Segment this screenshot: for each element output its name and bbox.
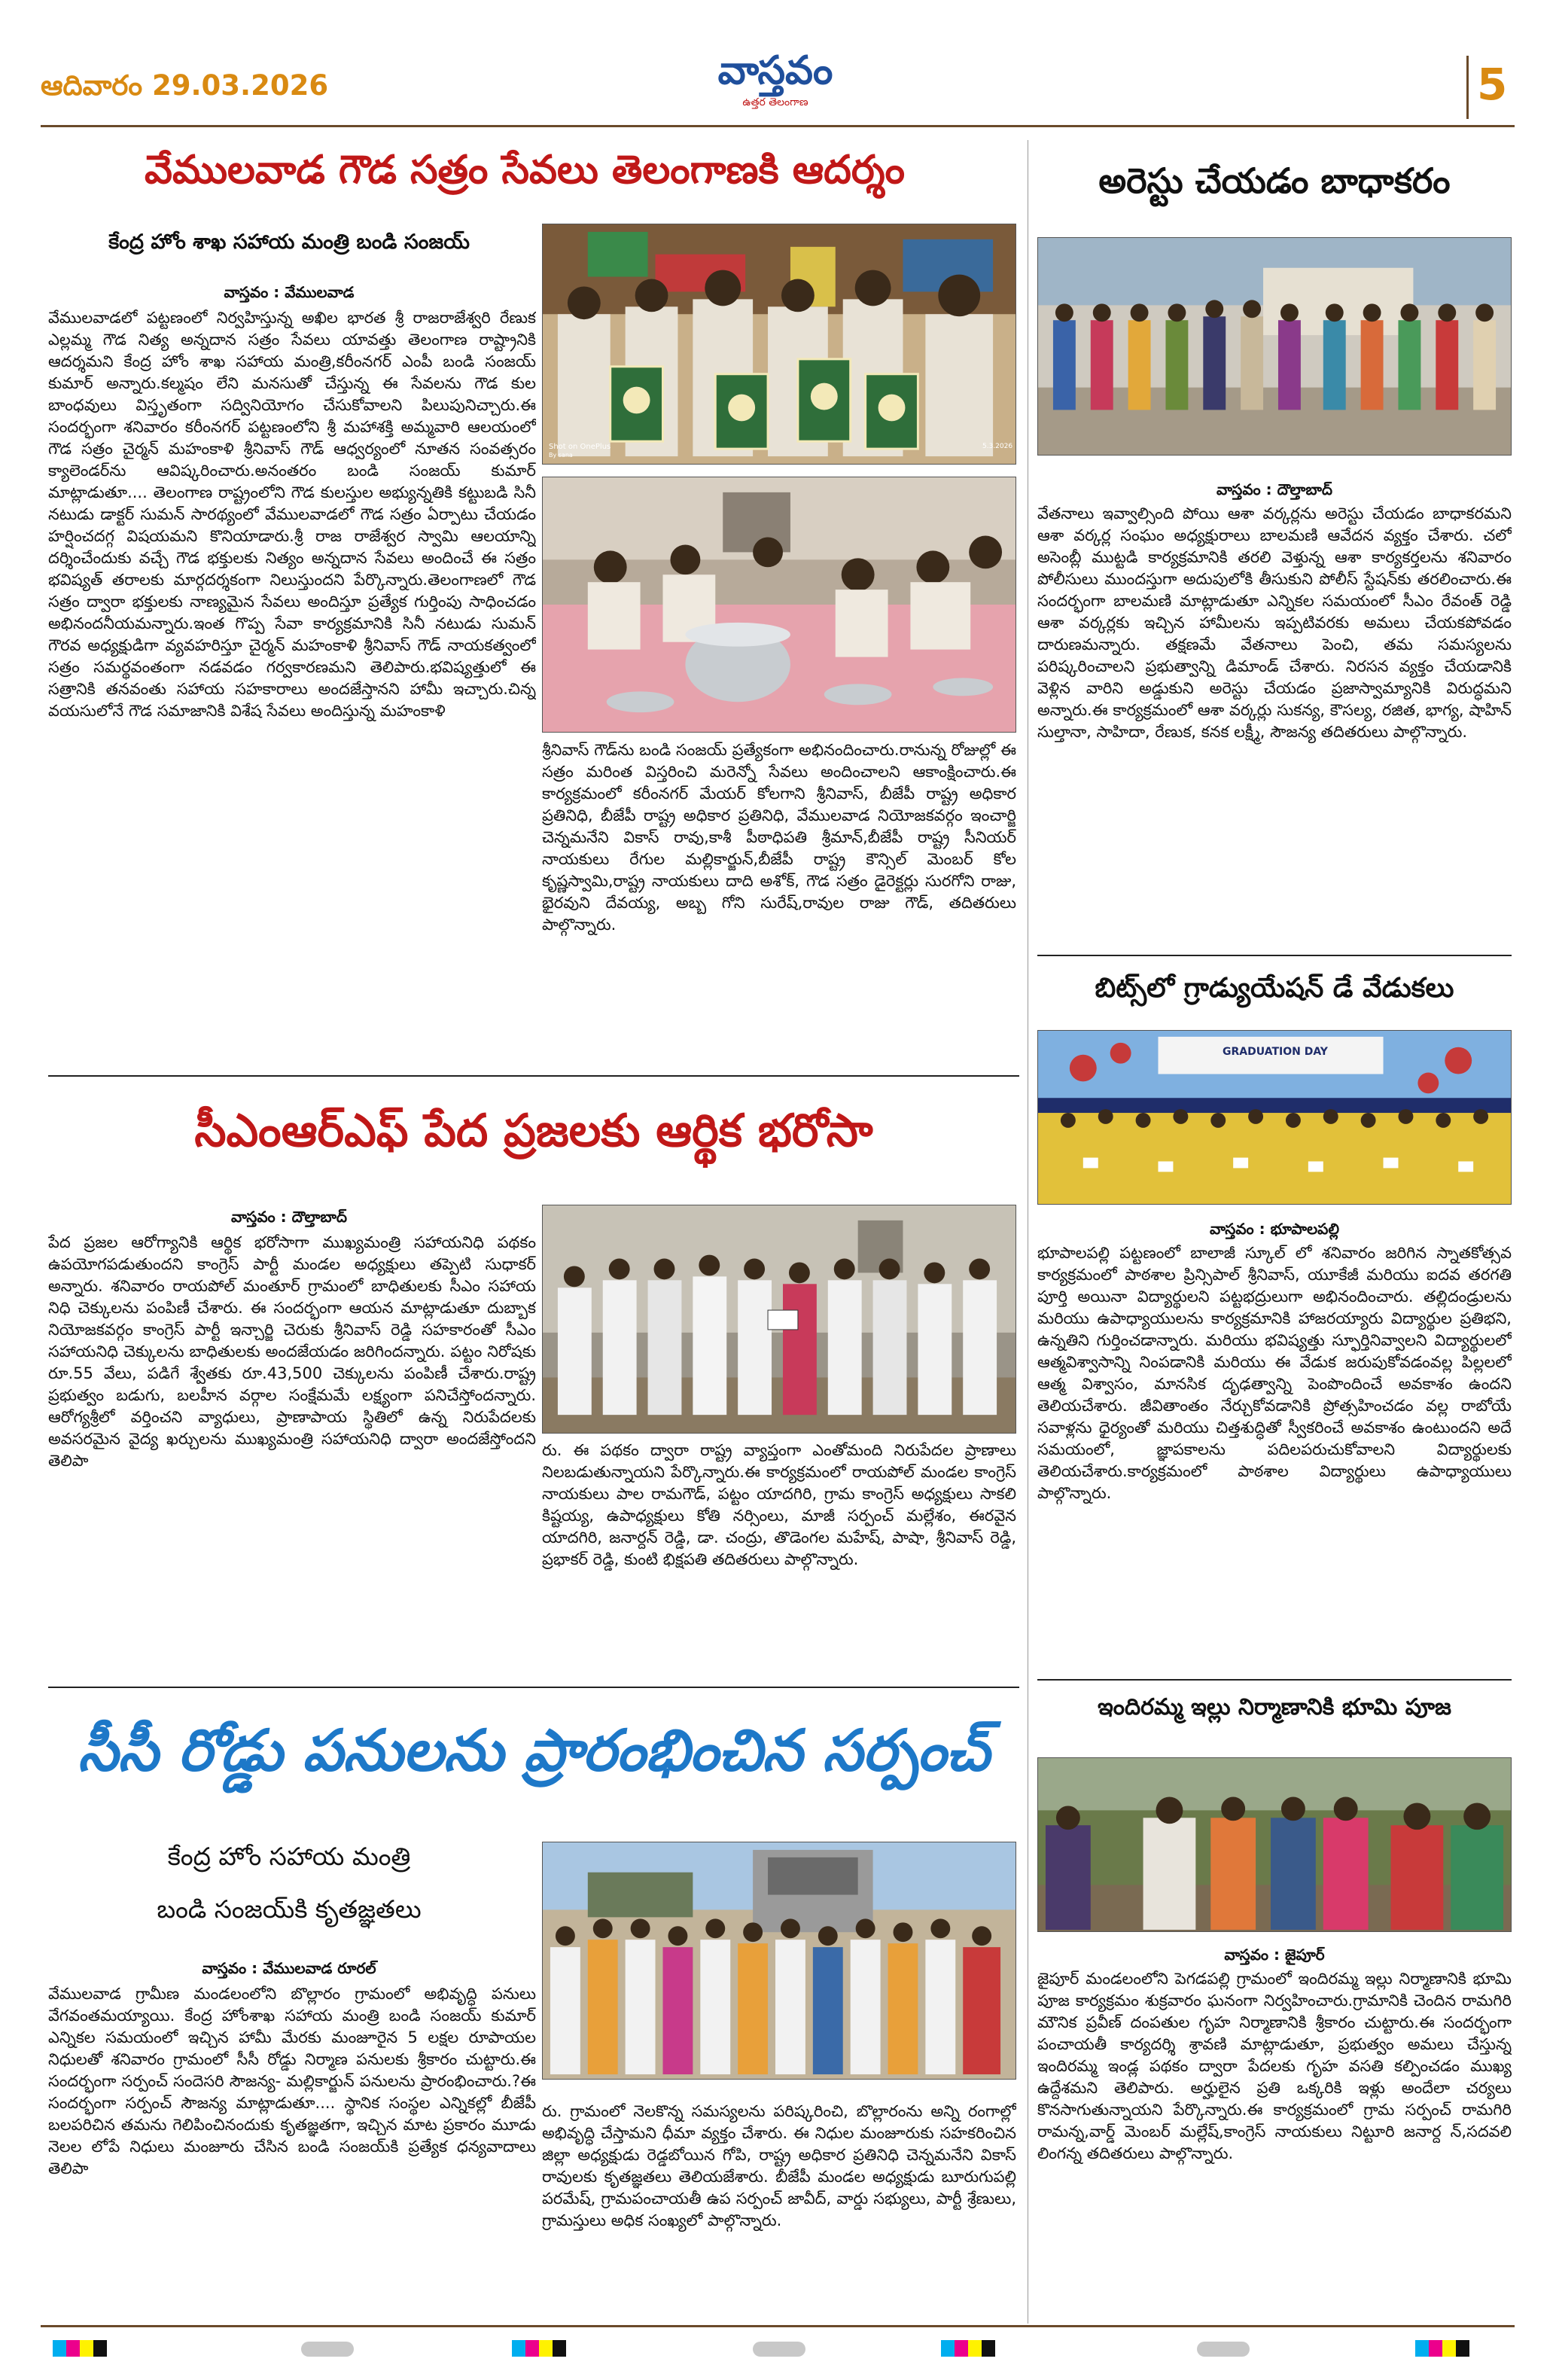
gouda-subheadline: కేంద్ర హోం శాఖ సహాయ మంత్రి బండి సంజయ్ <box>108 230 470 254</box>
arrest-headline: అరెస్టు చేయడం బాధాకరం <box>1098 160 1451 201</box>
bits-byline: వాస్తవం : భూపాలపల్లి <box>1209 1220 1340 1238</box>
registration-mark-2 <box>512 2340 566 2357</box>
masthead-logo <box>681 47 869 119</box>
arrest-photo-asha-workers <box>1037 237 1512 456</box>
cmrf-bottom-rule <box>48 1687 1019 1688</box>
bits-photo-graduation <box>1037 1030 1512 1205</box>
cmrf-body-col2: రు. ఈ పథకం ద్వారా రాష్ట్ర వ్యాప్తంగా ఎంతోమంది నిరుపేదల ప్రాణాలు నిలబడుతున్నాయని పేర్కొన్నారు.ఈ కార్యక్రమంలో రాయపోల్ మండల కాంగ్రెస్ నాయకులు పాల రామగౌడ్, పట్టం యాదగిరి, గ్రామ కాంగ్రెస్ అధ్యక్షులు సాకలి కిష్టయ్య, ఉపాధ్యక్షులు కోతి నర్సింలు, మాజీ సర్పంచ్ మల్లేశం, ఈరవైన యాదగిరి, జనార్దన్ రెడ్డి, డా. చంద్రు, తొడెంగల మహేష్, పాషా, శ్రీనివాస్ రెడ్డి, ప్రభాకర్ రెడ్డి, కుంటి భిక్షపతి తదితరులు పాల్గొన్నారు. <box>542 1441 1016 1568</box>
gouda-byline: వాస్తవం : వేములవాడ <box>224 283 355 301</box>
photo-watermark: Shot on OnePlus <box>549 443 611 451</box>
registration-pill-1 <box>301 2342 354 2357</box>
gouda-photo-annadanam <box>542 477 1016 733</box>
ccroad-photo-inauguration <box>542 1842 1016 2080</box>
ccroad-body-col1: వేములవాడ గ్రామీణ మండలంలోని బొల్లారం గ్రామంలో అభివృద్ధి పనులు వేగవంతమయ్యాయి. కేంద్ర హోంశాఖ సహాయ మంత్రి బండి సంజయ్ కుమార్ ఎన్నికల సమయంలో ఇచ్చిన హామీ మేరకు మంజూరైన 5 లక్షల రూపాయల నిధులతో శనివారం గ్రామంలో సీసీ రోడ్డు నిర్మాణ పనులకు శ్రీకారం చుట్టారు.ఈ సందర్భంగా సర్పంచ్ సందెసరి సౌజన్య- మల్లికార్జున్ పనులను ప్రారంభించారు.?ఈ సందర్భంగా సర్పంచ్ సౌజన్య మాట్లాడుతూ.... స్థానిక సంస్థల ఎన్నికల్లో బీజేపీ బలపరిచిన తమను గెలిపించినందుకు కృతజ్ఞతగా, ఇచ్చిన మాట ప్రకారం మూడు నెలల లోపే నిధులు మంజూరు చేసిన బండి సంజయ్‌కి ప్రత్యేక ధన్యవాదాలు తెలిపా <box>48 1985 536 2177</box>
page-number: 5 <box>1477 59 1508 110</box>
page-number-divider <box>1466 56 1469 119</box>
registration-mark-3 <box>941 2340 995 2357</box>
cmrf-body-col1: పేద ప్రజల ఆరోగ్యానికి ఆర్థిక భరోసాగా ముఖ్యమంత్రి సహాయనిధి పథకం ఉపయోగపడుతుందని కాంగ్రెస్ పార్టీ మండల అధ్యక్షులు తప్పెటి సుధాకర్ అన్నారు. శనివారం రాయపోల్ మంతూర్ గ్రామంలో బాధితులకు సీఎం సహాయ నిధి చెక్కులను పంపిణీ చేశారు. ఈ సందర్భంగా ఆయన మాట్లాడుతూ దుబ్బాక నియోజకవర్గం కాంగ్రెస్ పార్టీ ఇన్చార్జి చెరుకు శ్రీనివాస్ రెడ్డి సహకారంతో సీఎం సహాయనిధి చెక్కులను బాధితులకు అందజేయడం జరిగిందన్నారు. పట్టం నిరోషకు రూ.55 వేలు, పడిగే శ్వేతకు రూ.43,500 చెక్కులను పంపిణీ చేశారు.రాష్ట్ర ప్రభుత్వం బడుగు, బలహీన వర్గాల సంక్షేమమే లక్ష్యంగా పనిచేస్తోందన్నారు. ఆరోగ్యశ్రీలో వర్తించని వ్యాధులు, ప్రాణాపాయ స్థితిలో ఉన్న నిరుపేదలకు అవసరమైన వైద్య ఖర్చులను ముఖ్యమంత్రి సహాయనిధి ద్వారా అందజేస్తోందని తెలిపా <box>48 1233 536 1470</box>
arrest-byline: వాస్తవం : దౌల్తాబాద్ <box>1216 480 1333 498</box>
photo-timestamp: 5.3.2026 <box>982 443 1013 450</box>
logo-title: వాస్తవం <box>717 48 833 93</box>
registration-pill-3 <box>1197 2342 1250 2357</box>
arrest-body: వేతనాలు ఇవ్వాల్సింది పోయి ఆశా వర్కర్లను అరెస్టు చేయడం బాధాకరమని ఆశా వర్కర్ల సంఘం అధ్యక్షురాలు బాలమణి ఆవేదన వ్యక్తం చేశారు. చలో అసెంబ్లీ ముట్టడి కార్యక్రమానికి తరలి వెళ్తున్న ఆశా కార్యకర్తలను శనివారం పోలీసులు ముందస్తుగా అదుపులోకి తీసుకుని పోలీస్ స్టేషన్‌కు తరలించారు.ఈ సందర్భంగా బాలమణి మాట్లాడుతూ ఎన్నికల సమయంలో సీఎం రేవంత్ రెడ్డి ఆశా వర్కర్లకు ఇచ్చిన హామీలను ఇప్పటివరకు అమలు చేయకపోవడం దారుణమన్నారు. తక్షణమే వేతనాలు పెంచి, తమ సమస్యలను పరిష్కరించాలని ప్రభుత్వాన్ని డిమాండ్ చేశారు. నిరసన వ్యక్తం చేయడానికి వెళ్లిన వారిని అడ్డుకుని అరెస్టు చేయడం ప్రజాస్వామ్యానికి విరుద్ధమని అన్నారు.ఈ కార్యక్రమంలో ఆశా వర్కర్లు సుకన్య, కౌసల్య, రజిత, భాగ్య, షాహిన్ సుల్తానా, సాహిదా, రేణుక, కనక లక్ష్మీ, సౌజన్య తదితరులు పాల్గొన్నారు. <box>1037 504 1512 741</box>
indiramma-byline: వాస్తవం : జైపూర్ <box>1224 1946 1325 1964</box>
photo-watermark-sub: By sana <box>549 452 573 459</box>
registration-pill-2 <box>753 2342 805 2357</box>
indiramma-headline: ఇందిరమ్మ ఇల్లు నిర్మాణానికి భూమి పూజ <box>1098 1694 1451 1720</box>
ccroad-subheadline-1: కేంద్ర హోం సహాయ మంత్రి <box>167 1842 411 1871</box>
cmrf-photo-cheque-distribution <box>542 1205 1016 1434</box>
gouda-body-col2: శ్రీనివాస్ గౌడ్‌ను బండి సంజయ్ ప్రత్యేకంగా అభినందించారు.రానున్న రోజుల్లో ఈ సత్రం మరింత విస్తరించి మరెన్నో సేవలు అందించాలని ఆకాంక్షించారు.ఈ కార్యక్రమంలో కరీంనగర్ మేయర్ కోలగాని శ్రీనివాస్, బీజేపీ రాష్ట్ర అధికార ప్రతినిధి, బీజేపీ రాష్ట్ర అధికార ప్రతినిధి, వేములవాడ నియోజకవర్గం ఇంచార్జి చెన్నమనేని వికాస్ రావు,కాశీ పీఠాధిపతి శ్రీమాన్,బీజేపీ రాష్ట్ర సీనియర్ నాయకులు రేగుల మల్లికార్జున్,బీజేపీ రాష్ట్ర కౌన్సిల్ మెంబర్ కోల కృష్ణస్వామి,రాష్ట్ర నాయకులు దాది అశోక్, గౌడ సత్రం డైరెక్టర్లు సురగోని రాజు, భైరవుని దేవయ్య, అబ్బ గోని సురేష్,రావుల రాజు గౌడ్, తదితరులు పాల్గొన్నారు. <box>542 741 1016 934</box>
gouda-bottom-rule <box>48 1075 1019 1077</box>
bits-banner-text: GRADUATION DAY <box>1223 1046 1328 1058</box>
cmrf-byline: వాస్తవం : దౌల్తాబాద్ <box>230 1208 348 1226</box>
ccroad-subheadline-2: బండి సంజయ్‌కి కృతజ్ఞతలు <box>157 1894 422 1924</box>
registration-mark-1 <box>53 2340 107 2357</box>
registration-mark-4 <box>1415 2340 1469 2357</box>
ccroad-headline: సీసీ రోడ్డు పనులను ప్రారంభించిన సర్పంచ్ <box>78 1717 990 1784</box>
indiramma-body: జైపూర్ మండలంలోని పెగడపల్లి గ్రామంలో ఇందిరమ్మ ఇల్లు నిర్మాణానికి భూమి పూజ కార్యక్రమం శుక్రవారం ఘనంగా నిర్వహించారు.గ్రామానికి చెందిన రామగిరి మౌనిక ప్రవీణ్ దంపతుల గృహ నిర్మాణానికి శ్రీకారం చుట్టారు.ఈ సందర్భంగా పంచాయతీ కార్యదర్శి శ్రావణి మాట్లాడుతూ, ప్రభుత్వం అమలు చేస్తున్న ఇందిరమ్మ ఇండ్ల పథకం ద్వారా పేదలకు గృహ వసతి కల్పించడం ముఖ్య ఉద్దేశమని తెలిపారు. అర్హులైన ప్రతి ఒక్కరికి ఇళ్లు అందేలా చర్యలు కొనసాగుతున్నాయని పేర్కొన్నారు.ఈ కార్యక్రమంలో గ్రామ సర్పంచ్ రామగిరి రామన్న,వార్డ్ మెంబర్ మల్లేష్,కాంగ్రెస్ నాయకులు నిట్టూరి జనార్ద న్,సదవలి లింగన్న తదితరులు పాల్గొన్నారు. <box>1037 1970 1512 2162</box>
indiramma-photo-bhoomi-puja <box>1037 1757 1512 1932</box>
masthead-date: ఆదివారం 29.03.2026 <box>41 69 329 102</box>
logo-subtitle: ఉత్తర తెలంగాణ <box>742 96 808 108</box>
ccroad-body-col2: రు. గ్రామంలో నెలకొన్న సమస్యలను పరిష్కరించి, బొల్లారంను అన్ని రంగాల్లో అభివృద్ధి చేస్తామని ధీమా వ్యక్తం చేశారు. ఈ నిధుల మంజూరుకు సహకరించిన జిల్లా అధ్యక్షుడు రెడ్డబోయిన గోపి, రాష్ట్ర అధికార ప్రతినిధి చెన్నమనేని వికాస్ రావులకు కృతజ్ఞతలు తెలియజేశారు. బీజేపీ మండల అధ్యక్షుడు బూరుగుపల్లి పరమేష్, గ్రామపంచాయతీ ఉప సర్పంచ్ జావీద్, వార్డు సభ్యులు, పార్టీ శ్రేణులు, గ్రామస్తులు అధిక సంఖ్యలో పాల్గొన్నారు. <box>542 2102 1016 2229</box>
masthead-rule <box>41 125 1515 127</box>
gouda-body-col1: వేములవాడలో పట్టణంలో నిర్వహిస్తున్న అఖిల భారత శ్రీ రాజరాజేశ్వరి రేణుక ఎల్లమ్మ గౌడ నిత్య అన్నదాన సత్రం సేవలు యావత్తు తెలంగాణ రాష్ట్రానికి ఆదర్శమని కేంద్ర హోం శాఖ సహాయ మంత్రి,కరీంనగర్ ఎంపీ బండి సంజయ్ కుమార్ అన్నారు.కల్మషం లేని మనసుతో చేస్తున్న ఈ సేవలను గౌడ కుల బాంధవులు విస్తృతంగా సద్వినియోగం చేసుకోవాలని పిలుపునిచ్చారు.ఈ సందర్భంగా శనివారం కరీంనగర్ పట్టణంలోని శ్రీ మహాశక్తి అమ్మవారి ఆలయంలో గౌడ సత్రం చైర్మన్ మహంకాళి శ్రీనివాస్ గౌడ్ ఆధ్వర్యంలో నూతన సంవత్సరం క్యాలెండర్‌ను ఆవిష్కరించారు.అనంతరం బండి సంజయ్ కుమార్ మాట్లాడుతూ.... తెలంగాణ రాష్ట్రంలోని గౌడ కులస్తుల అభ్యున్నతికి కట్టుబడి సినీ నటుడు డాక్టర్ సుమన్ సారథ్యంలో వేములవాడలో గౌడ సత్రం ఏర్పాటు చేయడం హర్షించదగ్గ విషయమని కొనియాడారు.శ్రీ రాజ రాజేశ్వర స్వామి ఆలయాన్ని దర్శించేందుకు వచ్చే గౌడ భక్తులకు నిత్యం అన్నదాన సేవలు అందించే ఈ సత్రం భవిష్యత్ తరాలకు మార్గదర్శకంగా నిలుస్తుందని పేర్కొన్నారు.తెలంగాణలో గౌడ సత్రం ద్వారా భక్తులకు నాణ్యమైన సేవలు అందిస్తూ ప్రత్యేక గుర్తింపు సాధించడం అభినందనీయమన్నారు.ఇంత గొప్ప సేవా కార్యక్రమానికి సినీ నటుడు సుమన్ గౌరవ అధ్యక్షుడిగా వ్యవహరిస్తూ చైర్మన్ మహంకాళి శ్రీనివాస్ గౌడ్ నాయకత్వంలో సత్రం సమర్థవంతంగా నడవడం గర్వకారణమని తెలిపారు.భవిష్యత్తులో ఈ సత్రానికి తనవంతు సహాయ సహకారాలు అందజేస్తానని హామీ ఇచ్చారు.చిన్న వయసులోనే గౌడ సమాజానికి విశేష సేవలు అందిస్తున్న మహంకాళి <box>48 309 536 720</box>
arrest-bottom-rule <box>1037 955 1512 956</box>
bits-body: భూపాలపల్లి పట్టణంలో బాలాజీ స్కూల్ లో శనివారం జరిగిన స్నాతకోత్సవ కార్యక్రమంలో పాఠశాల ప్రిన్సిపాల్ శ్రీనివాస్, యూకేజీ మరియు ఐదవ తరగతి పూర్తి అయినా విద్యార్థులని పట్టభద్రులుగా అభినందించారు. తల్లిదండ్రులను మరియు ఉపాధ్యాయులను కార్యక్రమానికి హాజరయ్యారు విద్యార్థుల ప్రతిభని, ఉన్నతిని గుర్తించడాన్నారు. మరియు భవిష్యత్తు స్ఫూర్తినివ్వాలని విద్యార్థులలో ఆత్మవిశ్వాసాన్ని నింపడానికి మరియు ఈ వేడుక జరుపుకోవడంవల్ల పిల్లలలో ఆత్మ విశ్వాసం, మానసిక దృఢత్వాన్ని పెంపొందించే అవకాశం ఉందని తెలియచేశారు. జీవితాంతం నేర్చుకోవడానికి ప్రోత్సహించడం వల్ల రాబోయే సవాళ్లను ధైర్యంతో మరియు చిత్తశుద్ధితో స్వీకరించే అవకాశం ఉంటుందని అదే సమయంలో, జ్ఞాపకాలను పదిలపరుచుకోవాలని విద్యార్థులకు తెలియచేశారు.కార్యక్రమంలో పాఠశాల విద్యార్థులు ఉపాధ్యాయులు పాల్గొన్నారు. <box>1037 1244 1512 1502</box>
cmrf-headline: సీఎంఆర్ఎఫ్ పేద ప్రజలకు ఆర్థిక భరోసా <box>194 1105 873 1157</box>
footer-rule <box>41 2325 1515 2327</box>
gouda-photo-calendar-release <box>542 224 1016 465</box>
gouda-headline: వేములవాడ గౌడ సత్రం సేవలు తెలంగాణకి ఆదర్శం <box>145 148 905 193</box>
bits-bottom-rule <box>1037 1679 1512 1681</box>
bits-headline: బిట్స్‌లో గ్రాడ్యుయేషన్ డే వేడుకలు <box>1095 973 1454 1004</box>
ccroad-byline: వాస్తవం : వేములవాడ రూరల్ <box>202 1959 376 1977</box>
